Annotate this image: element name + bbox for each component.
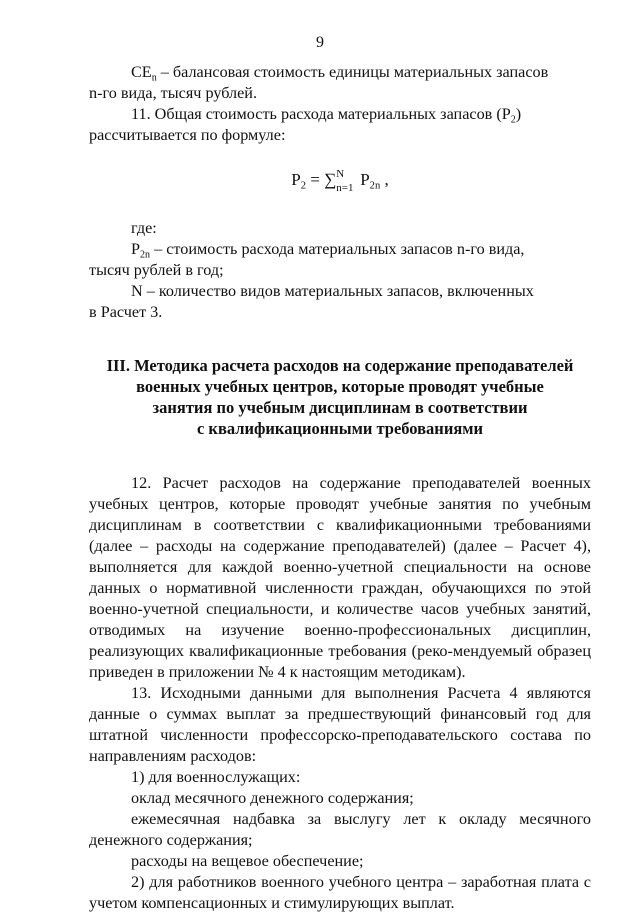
definition-p2n-text: – стоимость расхода материальных запасов n-го вида,	[150, 240, 525, 258]
symbol-ce-subscript: n	[151, 72, 157, 84]
paragraph-12: 12. Расчет расходов на содержание преподавателей военных учебных центров, которые проводят учебные занятия по учебным дисциплинам в соответствии с квалификационными требованиями (далее – расходы на содержание преподавателей) (далее – Расчет 4), выполняется для каждой военно-учетной специальности на основе данных о нормативной численности граждан, обучающихся по этой военно-учетной специальности, и количестве часов учебных занятий, отводимых на изучение военно-профессиональных дисциплин, реализующих квалификационные требования (реко-мендуемый образец приведен в приложении № 4 к настоящим методикам).	[89, 474, 591, 681]
list-item-1c: расходы на вещевое обеспечение;	[131, 852, 364, 870]
definition-n	[89, 281, 591, 323]
formula-tail: ,	[380, 170, 389, 189]
section-heading-line-4: с квалификационными требованиями	[196, 419, 483, 438]
section-heading-line-2: военных учебных центров, которые проводят учебные	[136, 377, 544, 396]
definition-n-text: N – количество видов материальных запасов, включенных	[131, 282, 534, 300]
page-content	[89, 62, 591, 914]
list-item-1: 1) для военнослужащих:	[131, 768, 301, 786]
formula-lhs: P	[291, 170, 301, 189]
formula-equals: =	[306, 170, 325, 189]
where-label: где:	[131, 219, 157, 237]
paragraph-11-subscript: 2	[510, 114, 516, 126]
symbol-p2n-subscript: 2n	[140, 249, 151, 261]
paragraph-11-text-cont: рассчитывается по формуле:	[89, 126, 286, 144]
page-number: 9	[316, 34, 324, 51]
paragraph-13: 13. Исходными данными для выполнения Расчета 4 являются данные о суммах выплат за предшествующий финансовый год для штатной численности профессорско-преподавательского состава по направлениям расходов:	[89, 684, 591, 765]
formula-sum-sign: ∑	[324, 170, 337, 189]
symbol-ce: CE	[131, 63, 152, 81]
formula-term-subscript: 2n	[369, 180, 381, 192]
formula-lhs-subscript: 2	[300, 180, 307, 192]
symbol-p2n: P	[131, 240, 141, 258]
list-item-1a: оклад месячного денежного содержания;	[131, 789, 414, 807]
definition-n-text-cont: в Расчет 3.	[89, 303, 163, 321]
list-item-1b: ежемесячная надбавка за выслугу лет к окладу месячного денежного содержания;	[89, 810, 591, 849]
paragraph-11-text: 11. Общая стоимость расхода материальных запасов (P	[131, 105, 511, 123]
section-heading-line-3: занятия по учебным дисциплинам в соответствии	[152, 398, 528, 417]
formula-p2	[89, 168, 591, 194]
formula-term: P	[360, 170, 370, 189]
definition-ce-text-cont: n-го вида, тысяч рублей.	[89, 84, 258, 102]
paragraph-11	[89, 104, 591, 146]
section-heading	[89, 355, 591, 439]
paragraph-11-close: )	[515, 105, 522, 123]
definition-p2n	[89, 239, 591, 281]
formula-sum-limits	[336, 168, 354, 194]
list-item-2: 2) для работников военного учебного центра – заработная плата с учетом компенсационных и стимулирующих выплат.	[89, 873, 591, 912]
definition-p2n-text-cont: тысяч рублей в год;	[89, 261, 224, 279]
formula-sum-lower: n=1	[336, 182, 354, 194]
definition-ce-text: – балансовая стоимость единицы материальных запасов	[156, 63, 549, 81]
formula-sum-upper: N	[336, 168, 345, 180]
section-heading-line-1: III. Методика расчета расходов на содержание преподавателей	[106, 356, 574, 375]
definition-ce	[89, 62, 591, 104]
